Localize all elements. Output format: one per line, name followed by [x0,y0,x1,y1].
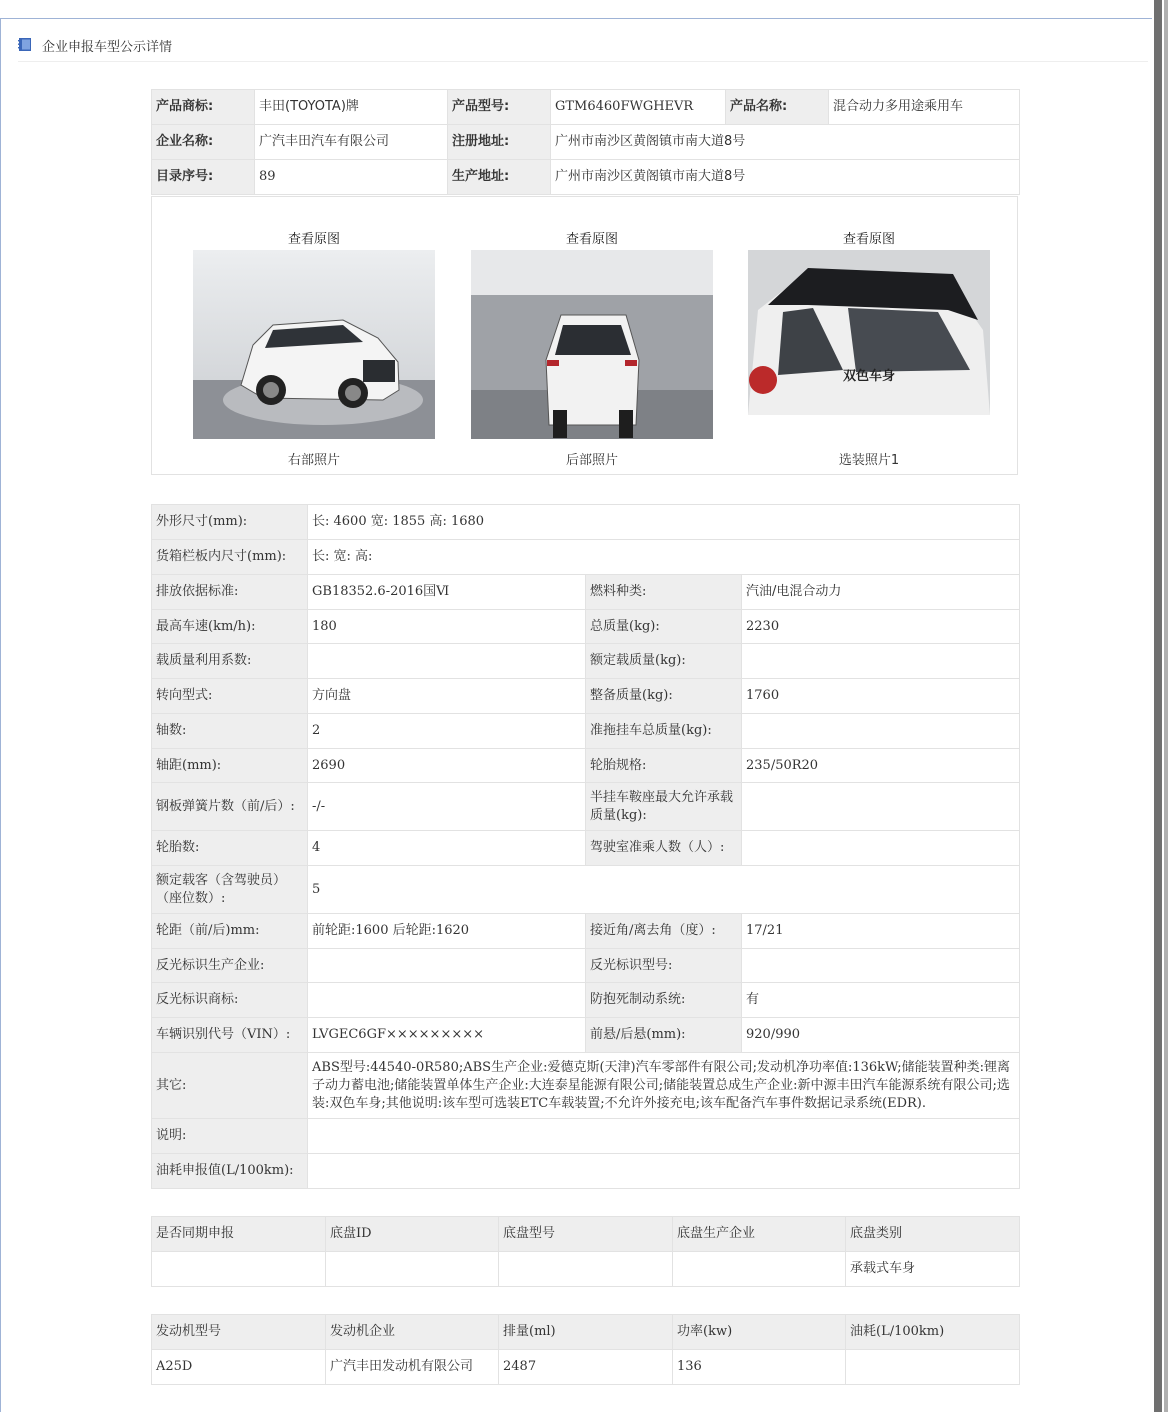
basic-info-table [151,89,1020,195]
emission-label: 排放依据标准: [152,575,308,610]
view-original-link[interactable]: 查看原图 [287,232,340,247]
chassis-cell [152,1252,326,1287]
catalog-label: 目录序号: [152,160,255,195]
fuel-value: 汽油/电混合动力 [742,575,1020,610]
dims-value: 长: 4600 宽: 1855 高: 1680 [308,505,1020,540]
speed-label: 最高车速(km/h): [152,610,308,644]
load-util-label: 载质量利用系数: [152,644,308,679]
engine-cell: A25D [152,1350,326,1385]
dims-label: 外形尺寸(mm): [152,505,308,540]
chassis-header: 底盘类别 [846,1217,1020,1252]
saddle-label: 半挂车鞍座最大允许承载质量(kg): [586,783,742,831]
view-original-link[interactable]: 查看原图 [565,232,618,247]
photo-caption: 右部照片 [287,453,340,468]
photo-gallery [151,196,1018,475]
overhang-label: 前悬/后悬(mm): [586,1018,742,1053]
product-name-label: 产品名称: [726,90,829,125]
tire-label: 轮胎规格: [586,749,742,783]
reg-address-label: 注册地址: [448,125,551,160]
prod-address-label: 生产地址: [448,160,551,195]
engine-header: 发动机企业 [326,1315,499,1350]
abs-value: 有 [742,983,1020,1018]
seats-value: 5 [308,866,1020,914]
scrollbar[interactable] [1152,0,1170,1412]
fuel-cons-value [308,1154,1020,1189]
page-title: 企业申报车型公示详情 [42,40,173,55]
vin-label: 车辆识别代号（VIN）: [152,1018,308,1053]
note-label: 说明: [152,1119,308,1154]
fuel-label: 燃料种类: [586,575,742,610]
chassis-cell [499,1252,673,1287]
model-value: GTM6460FWGHEVR [551,90,726,125]
scrollbar-thumb[interactable] [1154,0,1162,1412]
steering-value: 方向盘 [308,679,586,714]
overhang-value: 920/990 [742,1018,1020,1053]
track-label: 轮距（前/后)mm: [152,914,308,949]
vehicle-rear-image[interactable] [471,250,713,439]
speed-value: 180 [308,610,586,644]
brand-value: 丰田(TOYOTA)牌 [255,90,448,125]
spring-label: 钢板弹簧片数（前/后）: [152,783,308,831]
engine-header: 排量(ml) [499,1315,673,1350]
product-name-value: 混合动力多用途乘用车 [829,90,1020,125]
chassis-cell: 承载式车身 [846,1252,1020,1287]
company-value: 广汽丰田汽车有限公司 [255,125,448,160]
chassis-header: 底盘生产企业 [673,1217,846,1252]
trailer-value [742,714,1020,749]
catalog-value: 89 [255,160,448,195]
box-dims-label: 货箱栏板内尺寸(mm): [152,540,308,575]
engine-cell: 2487 [499,1350,673,1385]
prod-address-value: 广州市南沙区黄阁镇市南大道8号 [551,160,1020,195]
track-value: 前轮距:1600 后轮距:1620 [308,914,586,949]
two-tone-label: 双色车身 [842,369,895,384]
engine-table [151,1314,1020,1385]
engine-header: 发动机型号 [152,1315,326,1350]
vehicle-option-image[interactable] [748,250,990,415]
curb-value: 1760 [742,679,1020,714]
other-value: ABS型号:44540-0R580;ABS生产企业:爱德克斯(天津)汽车零部件有限公司;发动机净功率值:136kW;储能装置种类:锂离子动力蓄电池;储能装置单体生产企业:大连泰星能源有限公司;储能装置总成生产企业:新中源丰田汽车能源系统有限公司;选装:双色车身;其他说明:该车型可选装ETC车载装置;不允许外接充电;该车配备汽车事件数据记录系统(EDR). [308,1053,1020,1119]
note-value [308,1119,1020,1154]
reg-address-value: 广州市南沙区黄阁镇市南大道8号 [551,125,1020,160]
box-dims-value: 长: 宽: 高: [308,540,1020,575]
engine-header: 功率(kw) [673,1315,846,1350]
trailer-label: 准拖挂车总质量(kg): [586,714,742,749]
brand-label: 产品商标: [152,90,255,125]
rated-load-label: 额定载质量(kg): [586,644,742,679]
reflect-brand-value [308,983,586,1018]
book-icon [18,38,32,51]
total-mass-label: 总质量(kg): [586,610,742,644]
fuel-cons-label: 油耗申报值(L/100km): [152,1154,308,1189]
vehicle-right-image[interactable] [193,250,435,439]
chassis-header: 是否同期申报 [152,1217,326,1252]
engine-cell: 136 [673,1350,846,1385]
saddle-value [742,783,1020,831]
seats-label: 额定载客（含驾驶员）（座位数）: [152,866,308,914]
other-label: 其它: [152,1053,308,1119]
chassis-header: 底盘ID [326,1217,499,1252]
total-mass-value: 2230 [742,610,1020,644]
angle-value: 17/21 [742,914,1020,949]
axles-value: 2 [308,714,586,749]
tire-value: 235/50R20 [742,749,1020,783]
load-util-value [308,644,586,679]
model-label: 产品型号: [448,90,551,125]
reflect-mfr-value [308,949,586,983]
cab-value [742,831,1020,866]
chassis-table [151,1216,1020,1287]
wheelbase-label: 轴距(mm): [152,749,308,783]
photo-caption: 后部照片 [565,453,618,468]
company-label: 企业名称: [152,125,255,160]
photo-caption: 选装照片1 [838,453,900,468]
chassis-cell [673,1252,846,1287]
rated-load-value [742,644,1020,679]
spec-table [151,504,1020,1189]
reflect-model-label: 反光标识型号: [586,949,742,983]
reflect-brand-label: 反光标识商标: [152,983,308,1018]
engine-cell [846,1350,1020,1385]
engine-header: 油耗(L/100km) [846,1315,1020,1350]
tire-count-label: 轮胎数: [152,831,308,866]
scrollbar-edge [1164,0,1168,1412]
panel-header [18,34,1148,62]
steering-label: 转向型式: [152,679,308,714]
chassis-cell [326,1252,499,1287]
emission-value: GB18352.6-2016国Ⅵ [308,575,586,610]
engine-cell: 广汽丰田发动机有限公司 [326,1350,499,1385]
chassis-header: 底盘型号 [499,1217,673,1252]
axles-label: 轴数: [152,714,308,749]
view-original-link[interactable]: 查看原图 [842,232,895,247]
vin-value: LVGEC6GF××××××××× [308,1018,586,1053]
tire-count-value: 4 [308,831,586,866]
abs-label: 防抱死制动系统: [586,983,742,1018]
reflect-model-value [742,949,1020,983]
cab-label: 驾驶室准乘人数（人）: [586,831,742,866]
angle-label: 接近角/离去角（度）: [586,914,742,949]
wheelbase-value: 2690 [308,749,586,783]
spring-value: -/- [308,783,586,831]
reflect-mfr-label: 反光标识生产企业: [152,949,308,983]
curb-label: 整备质量(kg): [586,679,742,714]
